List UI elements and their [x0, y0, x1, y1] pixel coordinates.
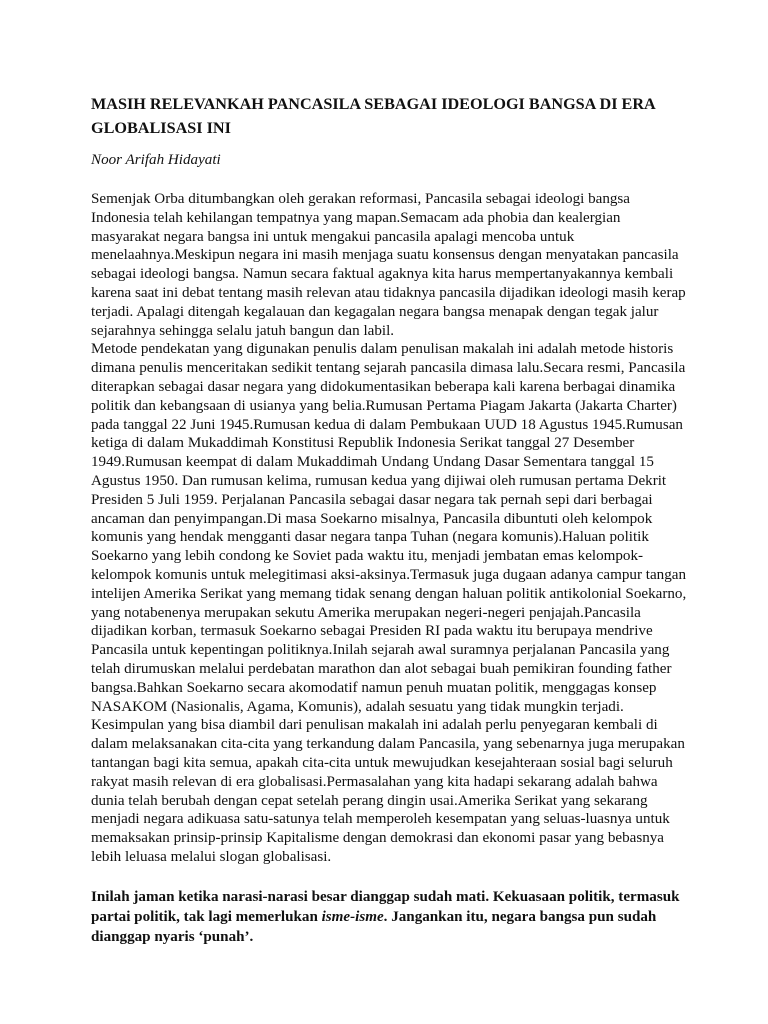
paragraph-conclusion: Kesimpulan yang bisa diambil dari penulisan makalah ini adalah perlu penyegaran kembali di dalam melaksanakan cita-cita yang terkandung dalam Pancasila, yang sebenarnya juga merupakan tantangan bagi kita semua, apakah cita-cita untuk mewujudkan kesejahteraan sosial bagi seluruh rakyat masih relevan di era globalisasi.Permasalahan yang kita hadapi sekarang adalah bahwa dunia telah berubah dengan cepat setelah perang dingin usai.Amerika Serikat yang sekarang menjadi negara adikuasa satu-satunya telah memperoleh kesempatan yang seluas-luasnya untuk memaksakan prinsip-prinsip Kapitalisme dengan demokrasi dan ekonomi pasar yang bebasnya lebih leluasa melalui slogan globalisasi. — [91, 717, 685, 865]
paragraph-method: Metode pendekatan yang digunakan penulis dalam penulisan makalah ini adalah metode historis dimana penulis menceritakan sedikit tentang sejarah pancasila dimasa lalu.Secara resmi, Pancasila diterapkan sebagai dasar negara yang didokumentasikan beberapa kali karena berbagai dinamika politik dan kebangsaan di usianya yang belia.Rumusan Pertama Piagam Jakarta (Jakarta Charter) pada tanggal 22 Juni 1945.Rumusan kedua di dalam Pembukaan UUD 18 Agustus 1945.Rumusan ketiga di dalam Mukaddimah Konstitusi Republik Indonesia Serikat tanggal 27 Desember 1949.Rumusan keempat di dalam Mukaddimah Undang Undang Dasar Sementara tanggal 15 Agustus 1950. Dan rumusan kelima, rumusan kedua yang dijiwai oleh rumusan pertama Dekrit Presiden 5 Juli 1959. Perjalanan Pancasila sebagai dasar negara tak pernah sepi dari berbagai ancaman dan penyimpangan.Di masa Soekarno misalnya, Pancasila dibuntuti oleh kelompok komunis yang hendak mengganti dasar negara tanpa Tuhan (negara komunis).Haluan politik Soekarno yang lebih condong ke Soviet pada waktu itu, menjadi jembatan emas kelompok-kelompok komunis untuk melegitimasi aksi-aksinya.Termasuk juga dugaan adanya campur tangan intelijen Amerika Serikat yang memang tidak senang dengan haluan politik antikolonial Soekarno, yang notabenenya merupakan sekutu Amerika merupakan negeri-negeri penjajah.Pancasila dijadikan korban, termasuk Soekarno sebagai Presiden RI pada waktu itu berupaya mendrive Pancasila untuk kepentingan politiknya.Inilah sejarah awal suramnya perjalanan Pancasila yang telah dirumuskan melalui perdebatan marathon dan alot sebagai buah pemikiran founding father bangsa.Bahkan Soekarno secara akomodatif namun penuh muatan politik, menggagas konsep NASAKOM (Nasionalis, Agama, Komunis), adalah sesuatu yang tidak mungkin terjadi. — [91, 341, 687, 715]
closing-text-part2: . Jangankan itu, negara bangsa pun sudah dianggap nyaris ‘punah’. — [91, 908, 657, 945]
document-title: MASIH RELEVANKAH PANCASILA SEBAGAI IDEOLOGI BANGSA DI ERA GLOBALISASI INI — [91, 95, 655, 137]
author-name: Noor Arifah Hidayati — [91, 152, 221, 168]
closing-statement — [91, 887, 687, 947]
paragraph-introduction: Semenjak Orba ditumbangkan oleh gerakan reformasi, Pancasila sebagai ideologi bangsa Indonesia telah kehilangan tempatnya yang mapan.Semacam ada phobia dan kealergian masyarakat negara bangsa ini untuk mengakui pancasila apalagi mencoba untuk menelaahnya.Meskipun negara ini masih menjaga suatu konsensus dengan menyatakan pancasila sebagai ideologi bangsa. Namun secara faktual agaknya kita harus mempertanyakannya kembali karena saat ini debat tentang masih relevan atau tidaknya pancasila dijadikan ideologi masih kerap terjadi. Apalagi ditengah kegalauan dan kegagalan negara bangsa menapak dengan tegak jalur sejarahnya sehingga selalu jatuh bangun dan labil. — [91, 191, 686, 339]
closing-text-italic: isme-isme — [321, 908, 384, 925]
document-page — [91, 92, 687, 947]
closing-text-part1: Inilah jaman ketika narasi-narasi besar dianggap sudah mati. Kekuasaan politik, termasuk partai politik, tak lagi memerlukan — [91, 888, 680, 925]
